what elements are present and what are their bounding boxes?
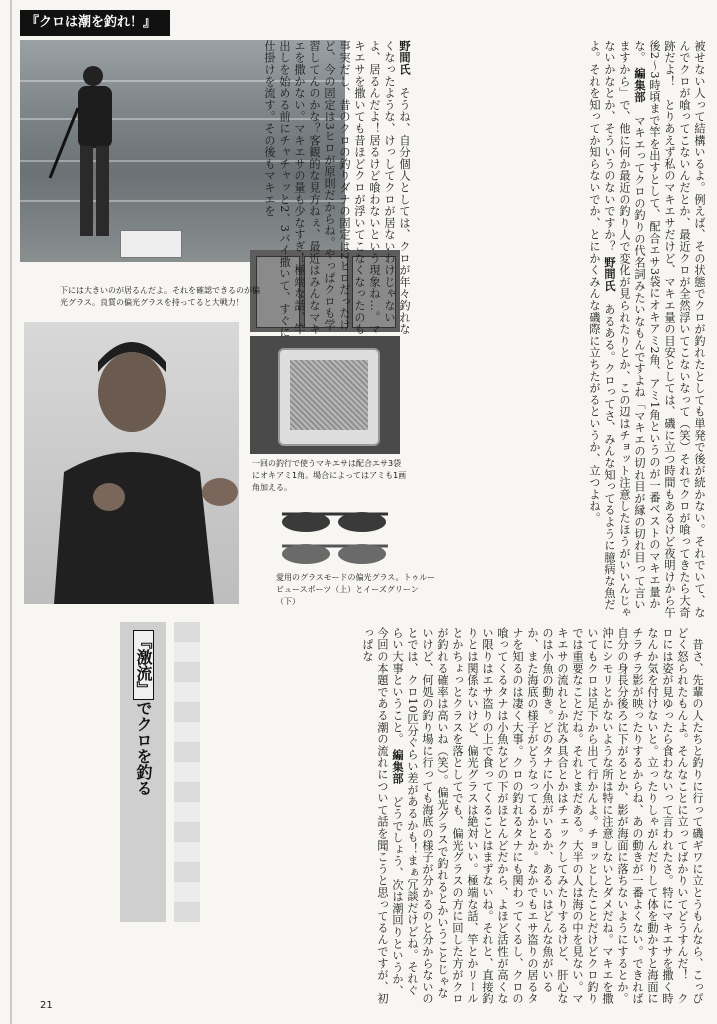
interviewee-figure: [24, 322, 239, 604]
bait-tray-photo: [250, 336, 400, 454]
section-keyword: 『激流』: [133, 630, 154, 700]
body-column-c: [15, 627, 705, 1007]
section-title: [120, 622, 166, 922]
glasses-caption: 愛用のグラスモードの偏光グラス。トゥルービュースポーツ（上）とイーズグリーン（下）: [276, 573, 436, 606]
speaker-label: 編集部: [633, 67, 646, 104]
cooler-box: [120, 230, 182, 258]
section-title-rest: でクロを釣る: [134, 700, 153, 796]
page-edge-rule: [10, 0, 12, 1024]
body-text: あるある。クロってさ、みんな知ってるように臆病な魚だよ。それを知ってか知らないでか、とにかくみんな磯際に立ちたがるというか、立つよね。: [588, 40, 616, 611]
body-text: 昔さ、先輩の人たちと釣りに行って磯ギワに立とうもんなら、こっぴどく怒られたもんよ。そんなことに立ってばかりいてどうすんだ！ クロには姿が見ゆったら食わないって言われたさ。特にマキエサを撒く時なんか気を付けないと。立ったりしゃがんだりして体を動かすと海面にチラチラ影が映ったりするからね、あの動きが一番よくない。できれば自分の身長分後ろに下がるとか、影が海面に落ちないようにするとか。沖にシモリとかないような所は特に注意しないとダメだね。マキエを撒いてもクロは足下から出て行かんよ。チョッとしたことだけどクロ釣りでは重要なことだね。それとまだある。大半の人は海の中を見ない。マキエサの流れとか沈み具合とかはチェックしてみたりするけど、肝心なのは小魚の動き。どのタナに小魚がいるか、あるいはどんな魚がいるか、また海底の様子がどうなってるかとか。なかでもエサ盗りの居るタナを知るのは凄く大事。クロの釣れるタナにも関わってくるし、クロの喰ってくるタナは小魚などの下がほとんどだから、よほど活性が高くない限りはエサ盗りの上で食ってくることはまずないね。それと、直接釣りとは関係ないけど、偏光グラスは絶対いい。極端な話、竿とかリールとかちょっとクラスを落としてでも、偏光グラスの方に回した方がクロが釣れる確率は高いね（笑）。偏光グラスで釣れるとかいうことじゃないけど、何処の釣り場に行っても海底の様子が分かるのと分からないのとでは、クロ10匹分ぐらい差があるかも！まぁ冗談だけどね。それぐらい大事ということ。: [391, 627, 704, 1005]
section-title-bar: [174, 622, 200, 922]
article-header: 『クロは潮を釣れ！』: [20, 10, 170, 36]
bait-photo-caption: 一回の釣行で使うマキエサは配合エサ3袋にオキアミ1角。場合によってはアミも1画角加える。: [252, 459, 407, 492]
body-column-a: [263, 40, 412, 340]
sunglasses-photo: [276, 506, 394, 566]
interviewee-photo: [24, 322, 239, 604]
speaker-label: 編集部: [391, 749, 404, 785]
speaker-label: 野間氏: [398, 40, 411, 76]
body-text: マキエってクロの釣りの代名詞みたいなもんですよね「マキエの切れ目が縁の切れ目って言いますから」で、他に何か最近の釣り人で変化が見られたりとか、この辺はチョット注意したほうがいいんじゃないかなとか、そういうのないですか？: [603, 40, 646, 619]
sea-photo-caption: 下には大きいのが居るんだよ。それを確認できるのが偏光グラス。良質の偏光グラスを持ってると大戦力！: [60, 286, 260, 307]
body-text: どうでしょう、次は潮回りというか、今回の本題である潮の流れについて話を聞こうと思ってるんですが、初っぱな: [361, 627, 404, 1005]
angler-figure: [48, 58, 118, 253]
body-text: 被せない人って結構いるよ。例えば、その状態でクロが釣れたとしても単発で後が続かない。それでいて、なんでクロが喰ってこないんだとか、最近クロが全然浮いてこないなって（笑）それでクロが喰ってきたら大奇跡だよ！ とりあえず私のマキエサだけど、マキエ量の目安としては、磯に立つ時間もあるけど夜明けから午後2〜3時頃まで竿を出すとして、配合エサ3袋にオキアミ2角、アミ1角というのが一番ベストのマキエ量かな。: [633, 40, 706, 619]
body-text: そうね、自分個人としては、クロが年々釣れなくなったような、けっしてクロが居ないわけじゃないよ、居るんだよ！居るけど喰わないという現象ね…。マキエサを撒いても昔ほどクロが浮いてこなくなったのも事実だし、昔のクロの釣りダナの固定は2ヒロだったけど、今の固定は3ヒロが原則だからね。やっぱクロも学習してんのかな？客観的な見方ねぇ、最近はみんなマキエを撒かない。マキエサの量も少なすぎ！極端な話、竿出しを始める前にチャチャッと2、3バイ撒いて、すぐに仕掛けを流す。その後もマキエを: [263, 40, 411, 339]
page-number: 21: [40, 1000, 53, 1011]
speaker-label: 野間氏: [603, 256, 616, 292]
body-column-b: [412, 40, 707, 620]
